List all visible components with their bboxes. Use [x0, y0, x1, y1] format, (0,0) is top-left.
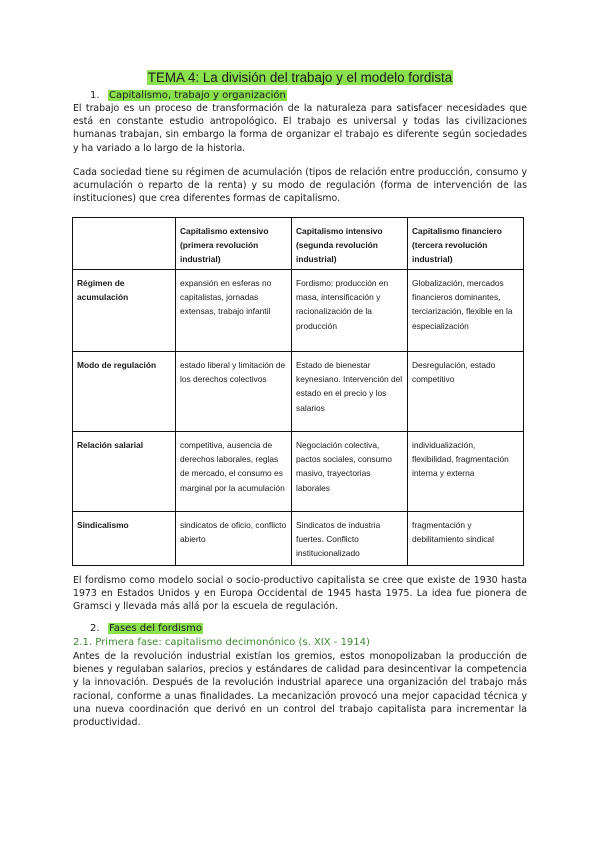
- table-row: [73, 512, 524, 566]
- table-cell: Negociación colectiva, pactos sociales, consumo masivo, trayectorias laborales: [292, 432, 408, 512]
- table-row-header: Relación salarial: [73, 432, 176, 512]
- section-2-title: Fases del fordismo: [109, 623, 202, 634]
- table-row: [73, 432, 524, 512]
- table-cell: Sindicatos de industria fuertes. Conflicto institucionalizado: [292, 512, 408, 566]
- table-cell: competitiva, ausencia de derechos laborales, reglas de mercado, el consumo es marginal por la acumulación: [176, 432, 292, 512]
- section-2-1-subheading: 2.1. Primera fase: capitalismo decimonónico (s. XIX - 1914): [73, 637, 370, 648]
- table-header-row: [73, 218, 524, 270]
- section-1-paragraph-2: Cada sociedad tiene su régimen de acumulación (tipos de relación entre producción, consumo y acumulación o reparto de la renta) y su modo de regulación (forma de intervención de las instituciones) que crea diferentes formas de capitalismo.: [73, 167, 527, 205]
- document-title: [0, 70, 600, 85]
- table-cell: sindicatos de oficio, conflicto abierto: [176, 512, 292, 566]
- table-header-cell: Capitalismo intensivo (segunda revolución industrial): [292, 218, 408, 270]
- table-row: [73, 270, 524, 352]
- table-cell: Desregulación, estado competitivo: [408, 352, 524, 432]
- fordism-paragraph: El fordismo como modelo social o socio-productivo capitalista se cree que existe de 1930 hasta 1973 en Estados Unidos y en Europa Occidental de 1945 hasta 1975. La idea fue pionera de Gramsci y llevada más allá por la escuela de regulación.: [73, 575, 527, 613]
- section-1-title: Capitalismo, trabajo y organización: [109, 90, 286, 101]
- section-2-heading: [90, 623, 203, 634]
- section-2-paragraph: Antes de la revolución industrial existían los gremios, estos monopolizaban la producción de bienes y regulaban salarios, precios y estándares de calidad para desincentivar la competencia y la innovación. Después de la revolución industrial aparece una organización del trabajo más racional, conforme a unas finalidades. La mecanización provocó una mejor capacidad técnica y una nueva coordinación que derivó en un control del trabajo capitalista para incrementar la productividad.: [73, 651, 527, 729]
- table-header-cell: Capitalismo financiero (tercera revolución industrial): [408, 218, 524, 270]
- table-row: [73, 352, 524, 432]
- table-cell: individualización, flexibilidad, fragmentación interna y externa: [408, 432, 524, 512]
- table-cell: fragmentación y debilitamiento sindical: [408, 512, 524, 566]
- table-row-header: Modo de regulación: [73, 352, 176, 432]
- table-cell: estado liberal y limitación de los derechos colectivos: [176, 352, 292, 432]
- table-cell: expansión en esferas no capitalistas, jornadas extensas, trabajo infantil: [176, 270, 292, 352]
- section-1-heading: [90, 90, 287, 101]
- capitalism-comparison-table: [72, 217, 524, 566]
- table-row-header: Régimen de acumulación: [73, 270, 176, 352]
- section-2-number: 2.: [90, 623, 100, 634]
- section-1-number: 1.: [90, 90, 100, 101]
- table-cell: Globalización, mercados financieros dominantes, terciarización, flexible en la especialización: [408, 270, 524, 352]
- table-header-cell: Capitalismo extensivo (primera revolución industrial): [176, 218, 292, 270]
- section-1-paragraph-1: El trabajo es un proceso de transformación de la naturaleza para satisfacer necesidades que está en constante estudio antropológico. El trabajo es universal y todas las civilizaciones humanas trabajan, sin embargo la forma de organizar el trabajo es diferente según sociedades y ha variado a lo largo de la historia.: [73, 103, 527, 154]
- table-row-header: Sindicalismo: [73, 512, 176, 566]
- document-title-text: TEMA 4: La división del trabajo y el modelo fordista: [147, 70, 453, 85]
- table-cell: Fordismo: producción en masa, intensificación y racionalización de la producción: [292, 270, 408, 352]
- table-corner-cell: [73, 218, 176, 270]
- table-cell: Estado de bienestar keynesiano. Intervención del estado en el precio y los salarios: [292, 352, 408, 432]
